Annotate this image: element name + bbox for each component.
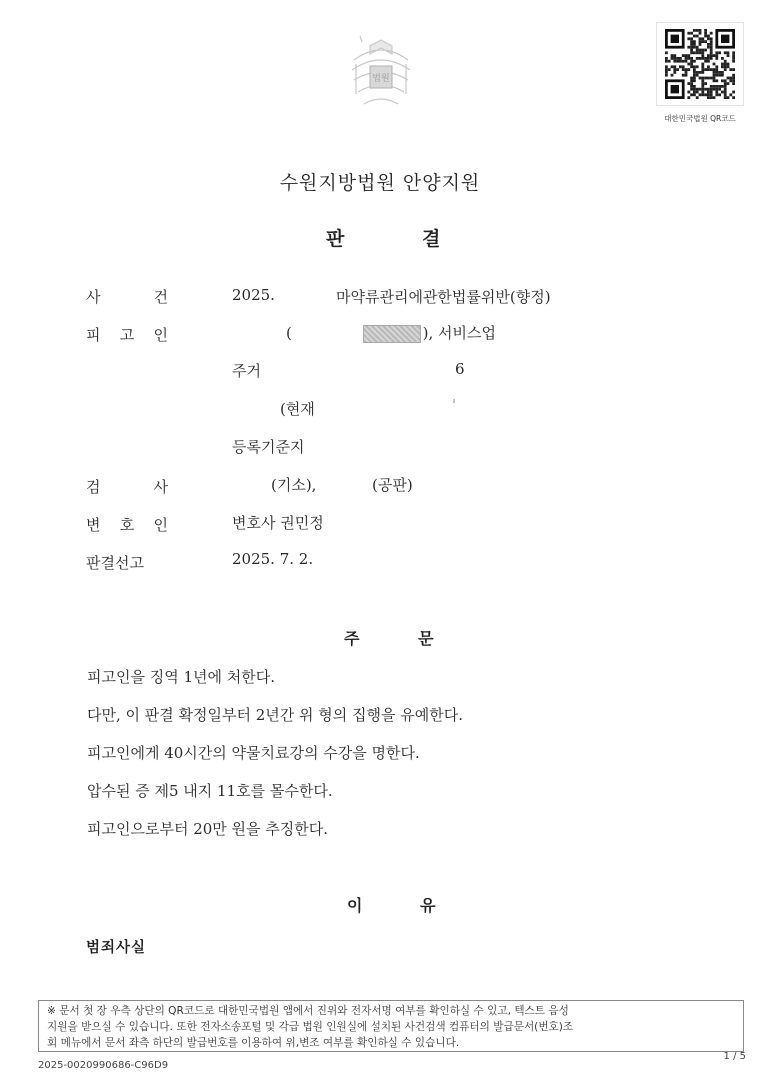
verdict-date: 2025. 7. 2. [232, 550, 314, 568]
current-address-tail: ' [452, 396, 457, 414]
lawyer-name: 변호사 권민정 [232, 514, 324, 532]
order-line-4: 압수된 증 제5 내지 11호를 몰수한다. [87, 782, 333, 800]
order-line-5: 피고인으로부터 20만 원을 추징한다. [87, 820, 329, 838]
order-line-3: 피고인에게 40시간의 약물치료강의 수강을 명한다. [87, 744, 420, 762]
registry-label: 등록기준지 [232, 438, 305, 456]
order-line-1: 피고인을 징역 1년에 처한다. [87, 668, 276, 686]
notice-line-1: ※ 문서 첫 장 우측 상단의 QR코드로 대한민국법원 앱에서 진위와 전자서명 여부를 확인하실 수 있고, 텍스트 음성 [47, 1005, 569, 1017]
reason-heading-1: 이 [347, 896, 363, 915]
prosecutor-indictment: (기소), [271, 476, 317, 494]
current-address-label: (현재 [280, 400, 315, 418]
defendant-open-paren: ( [286, 324, 292, 342]
case-year: 2025. [232, 286, 275, 304]
order-line-2: 다만, 이 판결 확정일부터 2년간 위 형의 집행을 유예한다. [87, 706, 464, 724]
defendant-label: 피 고 인 [86, 326, 168, 344]
title-char-2: 결 [422, 228, 441, 250]
defendant-id-row [286, 322, 496, 343]
order-heading-2: 문 [418, 629, 434, 648]
qr-label: 대한민국법원 QR코드 [664, 114, 736, 123]
page-number: 1 / 5 [723, 1051, 746, 1062]
case-name: 마약류관리에관한법률위반(향정) [336, 288, 551, 306]
reason-heading-2: 유 [420, 896, 436, 915]
lawyer-label: 변 호 인 [86, 516, 168, 534]
crime-facts-heading: 범죄사실 [86, 940, 147, 956]
seal-text: 법원 [372, 74, 390, 84]
order-heading-1: 주 [344, 629, 360, 648]
issue-number: 2025-0020990686-C96D9 [38, 1060, 169, 1071]
court-seal-logo [348, 34, 414, 116]
prosecutor-label: 검 사 [86, 478, 168, 496]
prosecutor-trial: (공판) [372, 476, 413, 494]
court-name: 수원지방법원 안양지원 [279, 172, 481, 194]
case-label: 사 건 [86, 288, 168, 306]
residence-label: 주거 [232, 362, 261, 380]
notice-line-2: 지원을 받으실 수 있습니다. 또한 전자소송포털 및 각급 법원 인원실에 설치된 사건검색 컴퓨터의 발급문서(번호)조 [47, 1021, 574, 1033]
verification-notice [38, 1000, 744, 1052]
residence-tail: 6 [455, 360, 465, 378]
redacted-block [363, 325, 421, 343]
notice-line-3: 회 메뉴에서 문서 좌측 하단의 발급번호를 이용하여 위,변조 여부를 확인하실 수 있습니다. [47, 1037, 460, 1049]
verdict-date-label: 판결선고 [86, 554, 144, 572]
defendant-occupation: ), 서비스업 [422, 324, 496, 342]
qr-code[interactable] [656, 22, 744, 106]
title-char-1: 판 [326, 228, 345, 250]
